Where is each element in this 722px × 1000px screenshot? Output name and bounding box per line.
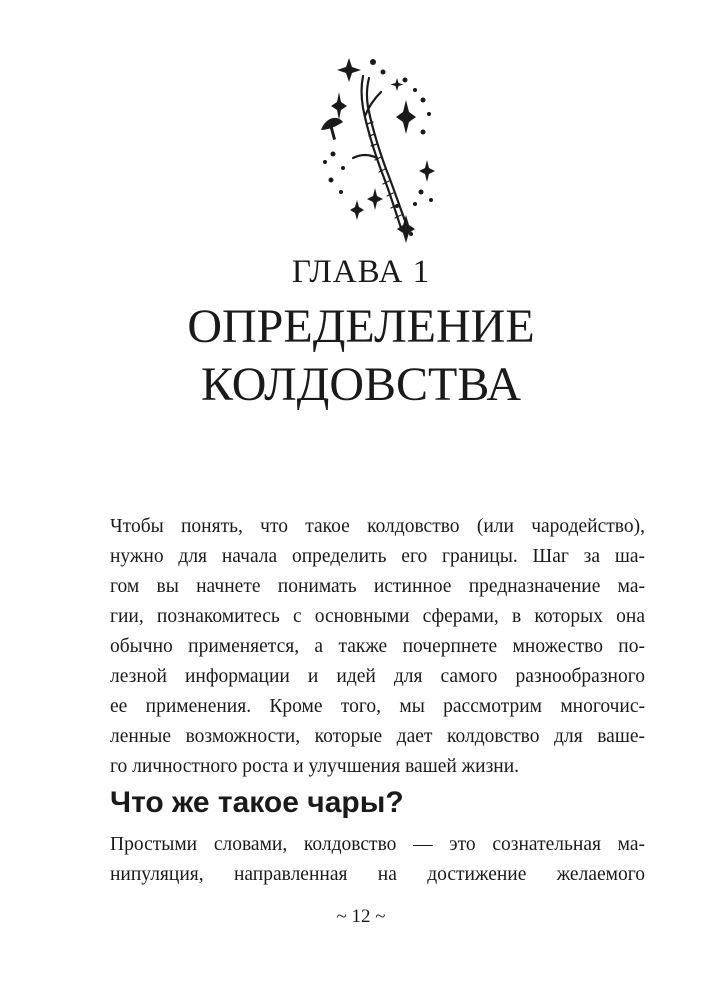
intro-line: ленные возможности, которые дает колдовство для ваше-	[110, 726, 645, 747]
intro-line: гии, познакомитесь с основными сферами, в которых она	[110, 606, 645, 627]
section-paragraph	[110, 830, 645, 890]
intro-line: го личностного роста и улучшения вашей жизни.	[110, 756, 520, 777]
intro-line: нужно для начала определить его границы. Шаг за ша-	[110, 546, 645, 567]
intro-line: ее применения. Кроме того, мы рассмотрим многочис-	[110, 696, 645, 717]
sparkle-icon	[331, 58, 435, 243]
intro-line: лезной информации и идей для самого разнообразного	[110, 666, 645, 687]
section-line: Простыми словами, колдовство — это сознательная ма-	[110, 834, 645, 855]
page-number: ~ 12 ~	[336, 906, 386, 927]
twig-icon	[353, 76, 407, 228]
twig-ornament-icon	[311, 50, 441, 245]
section-heading: Что же такое чары?	[110, 786, 404, 819]
chapter-title	[0, 298, 722, 414]
section-line: нипуляция, направленная на достижение желаемого	[110, 864, 645, 885]
intro-line: обычно применяется, а также почерпнете множество по-	[110, 636, 645, 657]
chapter-label: ГЛАВА 1	[291, 254, 431, 290]
intro-paragraph	[110, 512, 645, 782]
mushroom-icon	[321, 118, 343, 140]
intro-line: гом вы начнете понимать истинное предназначение ма-	[110, 576, 645, 597]
chapter-title-line-1: ОПРЕДЕЛЕНИЕ	[187, 300, 535, 353]
chapter-title-line-2: КОЛДОВСТВА	[200, 358, 522, 411]
intro-line: Чтобы понять, что такое колдовство (или чародейство),	[110, 516, 645, 537]
